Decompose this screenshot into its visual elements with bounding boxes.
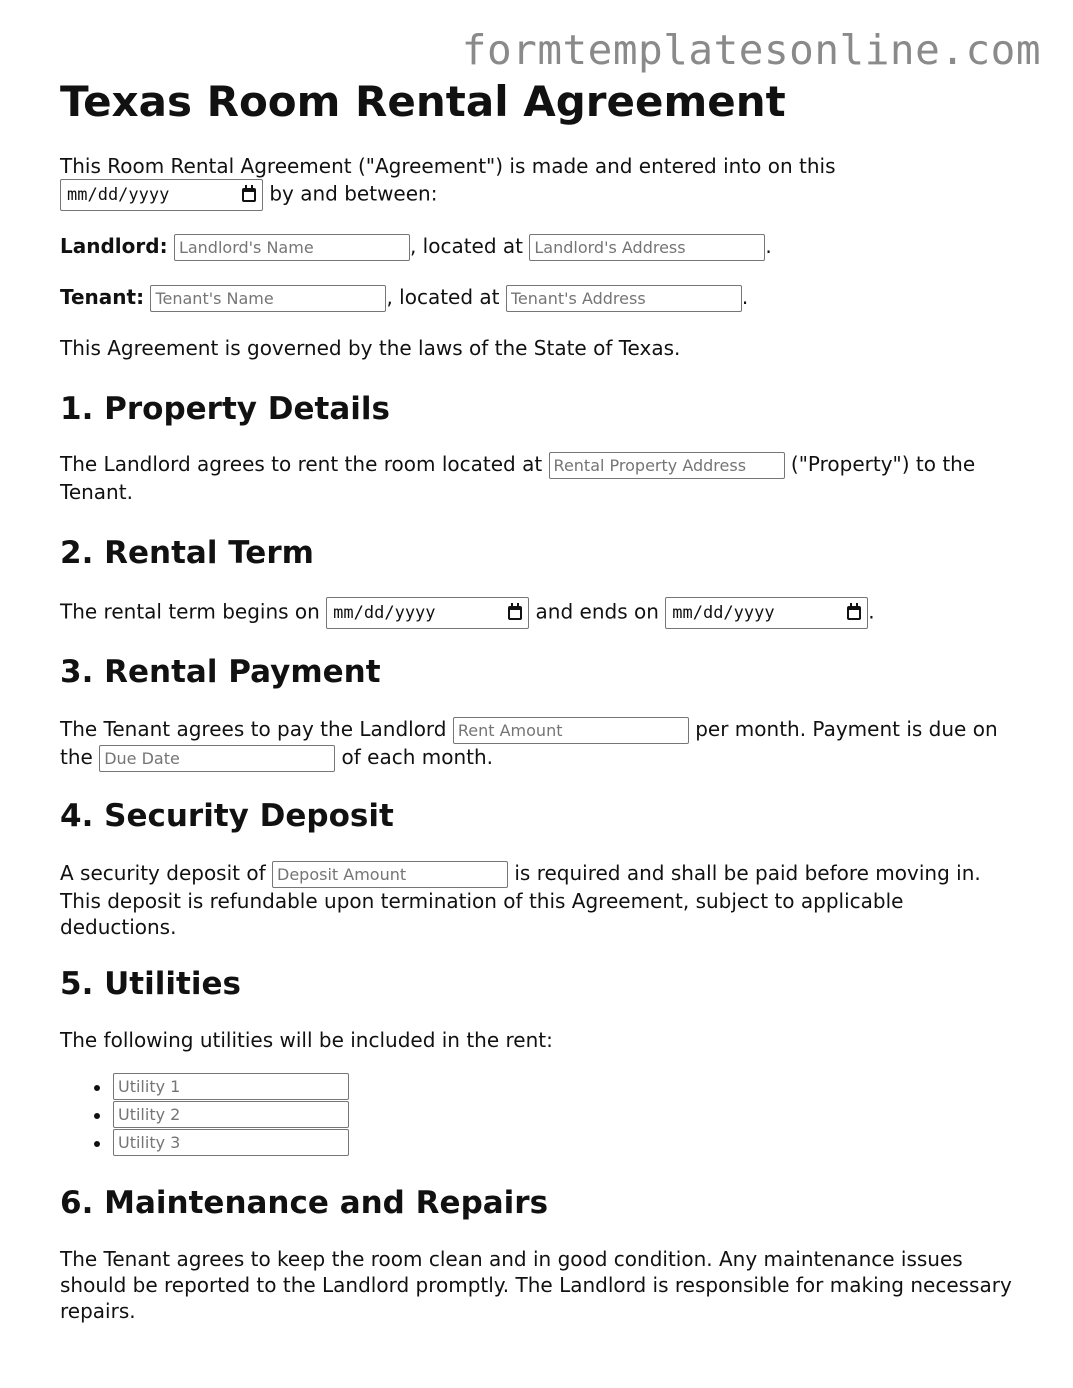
utility-2-input[interactable] bbox=[113, 1101, 349, 1128]
section-heading-property-details: 1. Property Details bbox=[60, 391, 390, 427]
section-heading-rental-payment: 3. Rental Payment bbox=[60, 654, 381, 690]
landlord-line bbox=[60, 233, 1020, 261]
section-heading-security-deposit: 4. Security Deposit bbox=[60, 798, 394, 834]
rental-end-date-placeholder: mm/dd/yyyy bbox=[672, 603, 775, 623]
section-heading-maintenance-repairs: 6. Maintenance and Repairs bbox=[60, 1185, 549, 1221]
landlord-address-input[interactable] bbox=[529, 234, 765, 261]
tenant-line bbox=[60, 284, 1020, 312]
page-title: Texas Room Rental Agreement bbox=[60, 77, 786, 126]
due-date-input[interactable] bbox=[99, 745, 335, 772]
deposit-amount-input[interactable] bbox=[272, 861, 508, 888]
security-deposit-text-before: A security deposit of bbox=[60, 861, 266, 885]
security-deposit-text-after: is required and shall be paid before moving in. This deposit is refundable upon termination of this Agreement, subject to applicable deductions. bbox=[60, 861, 981, 939]
rental-end-date-input[interactable] bbox=[665, 597, 868, 629]
property-text-before: The Landlord agrees to rent the room located at bbox=[60, 452, 543, 476]
list-item bbox=[113, 1073, 1020, 1101]
rental-start-date-placeholder: mm/dd/yyyy bbox=[333, 603, 436, 623]
section-heading-utilities: 5. Utilities bbox=[60, 966, 241, 1002]
calendar-icon[interactable] bbox=[847, 606, 861, 620]
tenant-address-input[interactable] bbox=[506, 285, 742, 312]
landlord-line-end: . bbox=[765, 234, 772, 258]
utility-3-input[interactable] bbox=[113, 1129, 349, 1156]
tenant-name-input[interactable] bbox=[150, 285, 386, 312]
landlord-label: Landlord: bbox=[60, 234, 168, 258]
rental-payment-paragraph bbox=[60, 716, 1020, 772]
rental-payment-text-before: The Tenant agrees to pay the Landlord bbox=[60, 717, 447, 741]
rental-term-text-middle: and ends on bbox=[535, 599, 659, 624]
intro-text-after: by and between: bbox=[269, 181, 438, 206]
tenant-located-at-text: , located at bbox=[386, 285, 500, 309]
intro-paragraph bbox=[60, 153, 1020, 211]
list-item bbox=[113, 1101, 1020, 1129]
rent-amount-input[interactable] bbox=[453, 717, 689, 744]
section-heading-rental-term: 2. Rental Term bbox=[60, 535, 314, 571]
tenant-label: Tenant: bbox=[60, 285, 145, 309]
rental-start-date-input[interactable] bbox=[326, 597, 529, 629]
calendar-icon[interactable] bbox=[508, 606, 522, 620]
landlord-name-input[interactable] bbox=[174, 234, 410, 261]
tenant-line-end: . bbox=[741, 285, 749, 309]
property-details-paragraph bbox=[60, 451, 1020, 505]
agreement-date-placeholder: mm/dd/yyyy bbox=[67, 185, 170, 205]
governing-law-text: This Agreement is governed by the laws of the State of Texas. bbox=[60, 336, 681, 360]
rental-property-address-input[interactable] bbox=[549, 452, 785, 479]
property-text-after: ("Property") to the Tenant. bbox=[60, 452, 976, 504]
rental-payment-text-after: of each month. bbox=[341, 745, 494, 769]
rental-term-end: . bbox=[868, 599, 875, 624]
watermark: formtemplatesonline.com bbox=[461, 26, 1041, 74]
security-deposit-paragraph bbox=[60, 860, 1020, 940]
calendar-icon[interactable] bbox=[242, 188, 256, 202]
agreement-document bbox=[60, 78, 1020, 1324]
rental-payment-text-middle: per month. Payment is due on the bbox=[60, 717, 998, 769]
rental-term-paragraph bbox=[60, 597, 1020, 629]
utilities-paragraph: The following utilities will be included in the rent: bbox=[60, 1028, 553, 1052]
intro-text-before: This Room Rental Agreement ("Agreement") is made and entered into on this bbox=[60, 154, 836, 178]
utility-1-input[interactable] bbox=[113, 1073, 349, 1100]
rental-term-text-before: The rental term begins on bbox=[60, 599, 320, 624]
maintenance-paragraph: The Tenant agrees to keep the room clean and in good condition. Any maintenance issues should be reported to the Landlord promptly. The Landlord is responsible for making necessary repairs. bbox=[60, 1247, 1012, 1323]
agreement-date-input[interactable] bbox=[60, 179, 263, 211]
landlord-located-at-text: , located at bbox=[409, 234, 523, 258]
list-item bbox=[113, 1129, 1020, 1157]
utilities-list bbox=[60, 1073, 1020, 1157]
